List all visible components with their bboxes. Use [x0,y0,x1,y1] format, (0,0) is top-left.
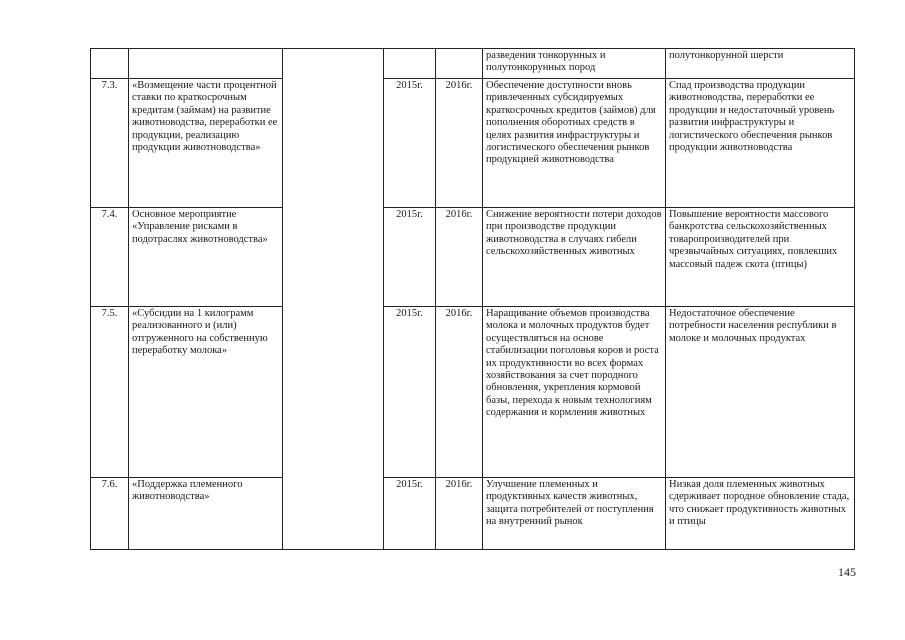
cell-consequence: Низкая доля племенных животных сдерживает породное обновление стада, что снижает продуктивность животных и птицы [666,478,855,550]
cell-responsible-merged [283,49,384,550]
measures-table [90,48,855,550]
cell-year-start [384,49,436,79]
cell-expected-effect: Наращивание объемов производства молока и молочных продуктов будет осуществляться на основе стабилизации поголовья коров и роста их продуктивности во всех формах хозяйствования за счет породного обновления, укрепления кормовой базы, перехода к новым технологиям содержания и кормления животных [483,307,666,478]
cell-year-start: 2015г. [384,478,436,550]
table-row [91,307,855,478]
cell-consequence: Недостаточное обеспечение потребности населения республики в молоке и молочных продуктах [666,307,855,478]
cell-measure-name: «Субсидии на 1 килограмм реализованного и (или) отгруженного на собственную переработку молока» [129,307,283,478]
cell-expected-effect: Улучшение племенных и продуктивных качеств животных, защита потребителей от поступления на внутренний рынок [483,478,666,550]
page-number: 145 [838,565,856,579]
cell-expected-effect: разведения тонкорунных и полутонкорунных пород [483,49,666,79]
cell-num [91,49,129,79]
cell-num: 7.5. [91,307,129,478]
cell-consequence: Повышение вероятности массового банкротства сельскохозяйственных товаропроизводителей при чрезвычайных ситуациях, повлекших массовый падеж скота (птицы) [666,208,855,307]
cell-year-end: 2016г. [436,307,483,478]
table-row [91,478,855,550]
cell-year-end [436,49,483,79]
cell-expected-effect: Снижение вероятности потери доходов при производстве продукции животноводства в случаях гибели сельскохозяйственных животных [483,208,666,307]
cell-expected-effect: Обеспечение доступности вновь привлеченных субсидируемых краткосрочных кредитов (займов) для пополнения оборотных средств в целях развития инфраструктуры и логистического обеспечения рынков продукцией животноводства [483,79,666,208]
cell-year-start: 2015г. [384,208,436,307]
cell-consequence: полутонкорунной шерсти [666,49,855,79]
cell-measure-name: Основное мероприятие «Управление рисками в подотраслях животноводства» [129,208,283,307]
cell-num: 7.6. [91,478,129,550]
cell-measure-name: «Возмещение части процентной ставки по краткосрочным кредитам (займам) на развитие животноводства, переработки ее продукции, реализацию продукции животноводства» [129,79,283,208]
cell-year-start: 2015г. [384,307,436,478]
cell-measure-name: «Поддержка племенного животноводства» [129,478,283,550]
cell-year-start: 2015г. [384,79,436,208]
cell-num: 7.4. [91,208,129,307]
cell-num: 7.3. [91,79,129,208]
cell-consequence: Спад производства продукции животноводства, переработки ее продукции и недостаточный уровень развития инфраструктуры и логистического обеспечения рынков продукции животноводства [666,79,855,208]
table-row [91,208,855,307]
table-row [91,79,855,208]
cell-measure-name [129,49,283,79]
cell-year-end: 2016г. [436,79,483,208]
cell-year-end: 2016г. [436,478,483,550]
cell-year-end: 2016г. [436,208,483,307]
table-row-continuation [91,49,855,79]
